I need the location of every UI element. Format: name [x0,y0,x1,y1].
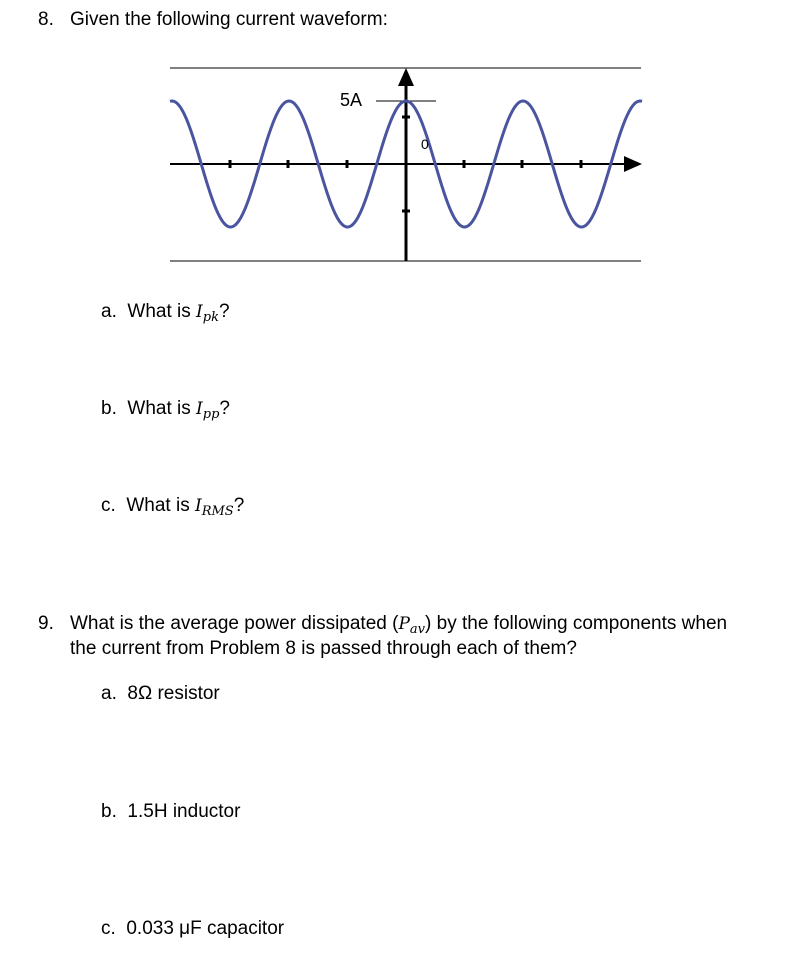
problem-8-part-a [101,301,230,325]
problem-9-part-a [101,684,220,703]
part-text: What is [127,301,197,322]
problem-9-line-2: the current from Problem 8 is passed through each of them? [70,638,577,659]
origin-label: 0 [421,136,429,152]
problem-9-part-b [101,802,240,821]
part-letter: a. [101,683,117,704]
math-subscript: pp [202,407,220,422]
question-mark: ? [233,495,245,516]
question-mark: ? [219,398,230,419]
part-letter: b. [101,801,117,822]
problem-9-part-c [101,919,284,938]
part-letter: a. [101,301,117,322]
math-subscript: av [409,622,426,637]
math-symbol: I [196,302,203,322]
math-symbol: P [398,614,410,634]
problem-9-number: 9. [38,613,54,634]
math-subscript: pk [202,310,219,325]
problem-8-number: 8. [38,9,54,30]
math-symbol: I [194,496,202,516]
current-waveform-figure [0,0,791,300]
part-letter: c. [101,918,116,939]
problem-9-line-1 [70,613,728,637]
part-letter: c. [101,495,116,516]
time-axis-arrow-icon [624,156,642,172]
problem-8-part-c [101,495,245,519]
current-axis-arrow-icon [398,68,414,86]
problem-9-text-start: What is the average power dissipated ( [70,613,399,634]
part-text: What is [127,398,197,419]
part-text: 8Ω resistor [127,683,220,704]
part-text: 0.033 μF capacitor [126,918,285,939]
problem-8-part-b [101,398,230,422]
question-mark: ? [218,301,230,322]
problem-9-text-end: ) by the following components when [425,613,728,634]
math-subscript: RMS [201,504,234,519]
part-letter: b. [101,398,117,419]
problem-8-prompt: Given the following current waveform: [70,9,388,30]
part-text: 1.5H inductor [127,801,241,822]
part-text: What is [126,495,195,516]
math-symbol: I [196,399,203,419]
amplitude-label: 5A [340,90,363,110]
